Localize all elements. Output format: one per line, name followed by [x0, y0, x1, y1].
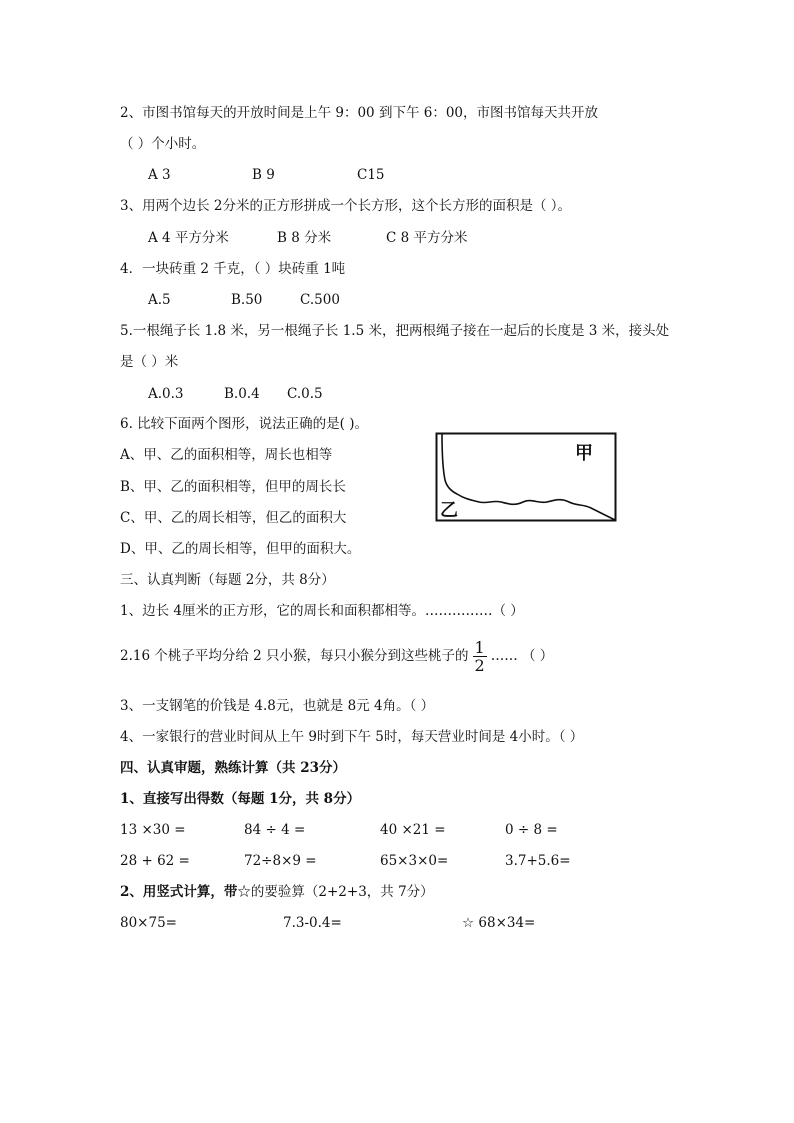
- q2-line2: （ ）个小时。: [120, 136, 206, 152]
- section3-item-2-tail: …… （ ）: [490, 648, 554, 664]
- calc-row1-item2: 84 ÷ 4 =: [244, 822, 306, 838]
- q2-option-a: A 3: [148, 167, 171, 183]
- q3-option-a: A 4 平方分米: [148, 230, 229, 246]
- calc-row1-item1: 13 ×30 =: [120, 822, 186, 838]
- calc-row2-item1: 28 + 62 =: [120, 853, 190, 869]
- q3-option-b: B 8 分米: [277, 230, 332, 246]
- q6-option-c: C、甲、乙的周长相等，但乙的面积大: [120, 510, 347, 526]
- q4-option-a: A.5: [148, 292, 171, 308]
- q5-line2: 是（ ）米: [120, 354, 179, 370]
- q3-option-c: C 8 平方分米: [386, 230, 468, 246]
- section3-item-2-text: 2.16 个桃子平均分给 2 只小猴，每只小猴分到这些桃子的: [120, 648, 469, 664]
- fraction-denominator: 2: [474, 656, 485, 675]
- q2-option-b: B 9: [252, 167, 275, 183]
- section3-item-3: 3、一支钢笔的价钱是 4.8元，也就是 8元 4角。（ ）: [120, 698, 435, 714]
- section4-heading: 四、认真审题，熟练计算（共 23分）: [120, 760, 346, 776]
- figure-label-yi: 乙: [440, 500, 458, 521]
- q2-line1: 2、市图书馆每天的开放时间是上午 9：00 到下午 6：00，市图书馆每天共开放: [120, 105, 598, 121]
- section4-sub2-heading: [120, 883, 434, 901]
- shape-comparison-figure: [435, 432, 617, 522]
- q5-option-a: A.0.3: [148, 386, 184, 402]
- section3-heading: 三、认真判断（每题 2分，共 8分）: [120, 572, 335, 588]
- q5-line1: 5.一根绳子长 1.8 米，另一根绳子长 1.5 米，把两根绳子接在一起后的长度是 3 米，接头处: [120, 323, 670, 339]
- calc-row2-item2: 72÷8×9 =: [244, 853, 317, 869]
- q4-line1: 4．一块砖重 2 千克，（ ）块砖重 1吨: [120, 261, 346, 277]
- vertical-calc-item1: 80×75=: [120, 915, 177, 931]
- calc-row2-item3: 65×3×0=: [380, 853, 449, 869]
- q6-option-b: B、甲、乙的面积相等，但甲的周长长: [120, 479, 346, 495]
- q6-option-a: A、甲、乙的面积相等，周长也相等: [120, 447, 333, 463]
- q5-option-b: B.0.4: [224, 386, 260, 402]
- q4-option-c: C.500: [300, 292, 340, 308]
- figure-label-jia: 甲: [575, 443, 593, 464]
- sub2-heading-bold: 2、用竖式计算，带: [120, 884, 238, 900]
- sub2-heading-rest: ☆的要验算（2+2+3，共 7分）: [237, 884, 434, 900]
- one-half-fraction: [473, 639, 487, 674]
- calc-row2-item4: 3.7+5.6=: [505, 853, 571, 869]
- section3-item-1: 1、边长 4厘米的正方形，它的周长和面积都相等。……………（ ）: [120, 603, 524, 619]
- q4-option-b: B.50: [231, 292, 263, 308]
- fraction-numerator: 1: [474, 638, 485, 657]
- q5-option-c: C.0.5: [287, 386, 323, 402]
- section3-item-2: [120, 636, 553, 676]
- vertical-calc-item2: 7.3-0.4=: [283, 915, 342, 931]
- vertical-calc-item3: ☆ 68×34=: [462, 915, 536, 931]
- q2-option-c: C15: [357, 167, 385, 183]
- section4-sub1-heading: 1、直接写出得数（每题 1分，共 8分）: [120, 791, 361, 807]
- section3-item-4: 4、一家银行的营业时间从上午 9时到下午 5时，每天营业时间是 4小时。（ ）: [120, 729, 584, 745]
- q6-line1: 6. 比较下面两个图形，说法正确的是( )。: [120, 416, 368, 432]
- calc-row1-item4: 0 ÷ 8 =: [505, 822, 558, 838]
- calc-row1-item3: 40 ×21 =: [380, 822, 446, 838]
- q3-line1: 3、用两个边长 2分米的正方形拼成一个长方形，这个长方形的面积是（ ）。: [120, 198, 572, 214]
- q6-option-d: D、甲、乙的周长相等，但甲的面积大。: [120, 541, 361, 557]
